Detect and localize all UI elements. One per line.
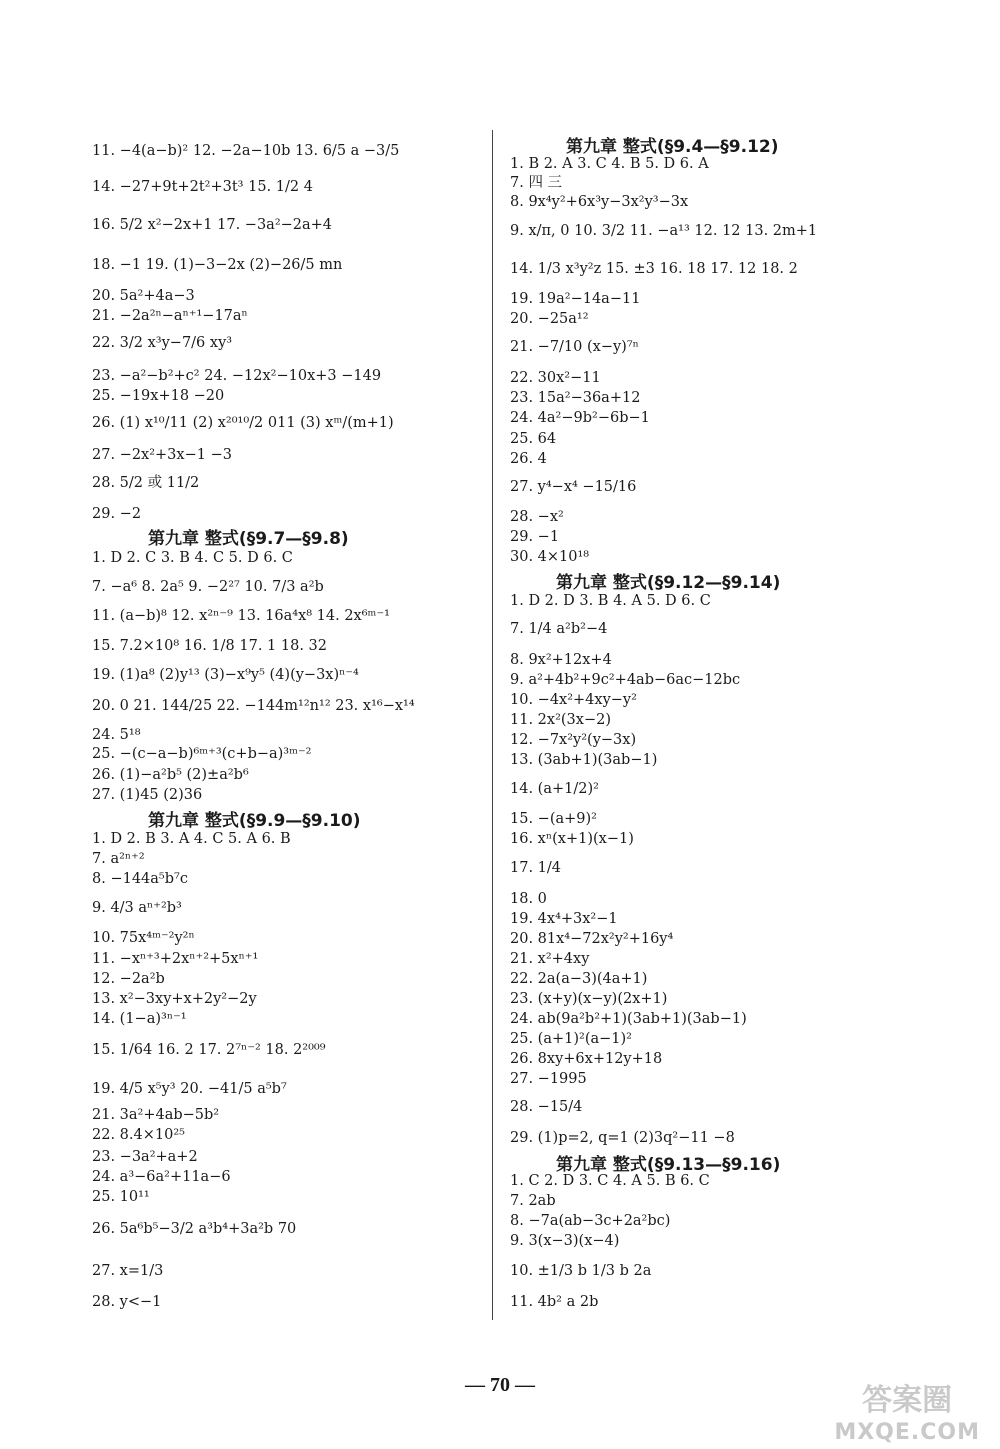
page-number: — 70 —	[465, 1374, 535, 1396]
answer-line: 19. 19a²−14a−11	[510, 291, 641, 307]
watermark-title: 答案圈	[862, 1383, 953, 1418]
answer-line: 26. 4	[510, 451, 547, 467]
answer-line: 12. −2a²b	[92, 971, 165, 987]
answer-line: 20. 5a²+4a−3	[92, 288, 195, 304]
answer-line: 28. −x²	[510, 509, 564, 525]
answer-line: 27. x=1/3	[92, 1263, 164, 1279]
answer-line: 16. 5/2 x²−2x+1 17. −3a²−2a+4	[92, 217, 333, 233]
column-divider	[492, 130, 493, 1320]
answer-line: 23. (x+y)(x−y)(2x+1)	[510, 991, 668, 1007]
answer-line: 11. 2x²(3x−2)	[510, 712, 611, 728]
answer-line: 13. x²−3xy+x+2y²−2y	[92, 991, 257, 1007]
answer-line: 1. C 2. D 3. C 4. A 5. B 6. C	[510, 1173, 710, 1189]
answer-line: 29. −2	[92, 506, 142, 522]
answer-line: 25. −19x+18 −20	[92, 388, 225, 404]
answer-line: 27. −2x²+3x−1 −3	[92, 447, 232, 463]
answer-line: 27. −1995	[510, 1071, 587, 1087]
answer-line: 22. 30x²−11	[510, 370, 601, 386]
answer-line: 10. 75x⁴ᵐ⁻²y²ⁿ	[92, 930, 195, 946]
answer-line: 27. y⁴−x⁴ −15/16	[510, 479, 637, 495]
answer-line: 21. −2a²ⁿ−aⁿ⁺¹−17aⁿ	[92, 308, 248, 324]
answer-line: 14. (1−a)³ⁿ⁻¹	[92, 1011, 187, 1027]
answer-line: 29. −1	[510, 529, 560, 545]
watermark-site: MXQE.COM	[834, 1420, 980, 1445]
answer-line: 1. D 2. C 3. B 4. C 5. D 6. C	[92, 550, 293, 566]
answer-line: 8. −144a⁵b⁷c	[92, 871, 188, 887]
answer-line: 29. (1)p=2, q=1 (2)3q²−11 −8	[510, 1130, 735, 1146]
answer-line: 7. 四 三	[510, 175, 563, 191]
answer-line: 24. ab(9a²b²+1)(3ab+1)(3ab−1)	[510, 1011, 747, 1027]
section-heading: 第九章 整式(§9.13—§9.16)	[556, 1155, 781, 1175]
answer-line: 15. 1/64 16. 2 17. 2⁷ⁿ⁻² 18. 2²⁰⁰⁹	[92, 1042, 326, 1058]
answer-line: 11. −4(a−b)² 12. −2a−10b 13. 6/5 a −3/5	[92, 143, 400, 159]
section-heading: 第九章 整式(§9.12—§9.14)	[556, 573, 781, 593]
answer-line: 23. −a²−b²+c² 24. −12x²−10x+3 −149	[92, 368, 382, 384]
answer-line: 9. 3(x−3)(x−4)	[510, 1233, 620, 1249]
answer-line: 8. 9x⁴y²+6x³y−3x²y³−3x	[510, 194, 689, 210]
watermark	[834, 1385, 980, 1449]
section-heading: 第九章 整式(§9.9—§9.10)	[148, 811, 361, 831]
answer-line: 12. −7x²y²(y−3x)	[510, 732, 637, 748]
answer-line: 22. 3/2 x³y−7/6 xy³	[92, 335, 233, 351]
answer-line: 1. D 2. D 3. B 4. A 5. D 6. C	[510, 593, 711, 609]
answer-line: 26. (1)−a²b⁵ (2)±a²b⁶	[92, 767, 249, 783]
answer-line: 10. −4x²+4xy−y²	[510, 692, 637, 708]
answer-line: 18. 0	[510, 891, 547, 907]
answer-line: 23. −3a²+a+2	[92, 1149, 198, 1165]
answer-line: 9. x/π, 0 10. 3/2 11. −a¹³ 12. 12 13. 2m+1	[510, 223, 818, 239]
answer-line: 14. −27+9t+2t²+3t³ 15. 1/2 4	[92, 179, 313, 195]
answer-line: 17. 1/4	[510, 860, 562, 876]
answer-line: 11. −xⁿ⁺³+2xⁿ⁺²+5xⁿ⁺¹	[92, 951, 259, 967]
answer-line: 21. 3a²+4ab−5b²	[92, 1107, 220, 1123]
answer-line: 14. 1/3 x³y²z 15. ±3 16. 18 17. 12 18. 2	[510, 261, 798, 277]
answer-line: 28. −15/4	[510, 1099, 583, 1115]
answer-line: 8. −7a(ab−3c+2a²bc)	[510, 1213, 671, 1229]
answer-line: 11. 4b² a 2b	[510, 1294, 599, 1310]
answer-line: 24. a³−6a²+11a−6	[92, 1169, 231, 1185]
answer-line: 9. 4/3 aⁿ⁺²b³	[92, 900, 182, 916]
answer-line: 25. −(c−a−b)⁶ᵐ⁺³(c+b−a)³ᵐ⁻²	[92, 746, 312, 762]
answer-line: 8. 9x²+12x+4	[510, 652, 612, 668]
answer-line: 24. 5¹⁸	[92, 727, 141, 743]
answer-line: 28. y<−1	[92, 1294, 162, 1310]
answer-line: 15. 7.2×10⁸ 16. 1/8 17. 1 18. 32	[92, 638, 327, 654]
answer-line: 23. 15a²−36a+12	[510, 390, 641, 406]
answer-line: 25. 64	[510, 431, 557, 447]
answer-line: 25. (a+1)²(a−1)²	[510, 1031, 632, 1047]
section-heading: 第九章 整式(§9.4—§9.12)	[566, 137, 779, 157]
answer-line: 21. −7/10 (x−y)⁷ⁿ	[510, 339, 639, 355]
answer-line: 20. 81x⁴−72x²y²+16y⁴	[510, 931, 674, 947]
answer-line: 20. 0 21. 144/25 22. −144m¹²n¹² 23. x¹⁶−x¹⁴	[92, 698, 415, 714]
answer-line: 1. D 2. B 3. A 4. C 5. A 6. B	[92, 831, 291, 847]
answer-line: 27. (1)45 (2)36	[92, 787, 203, 803]
answer-line: 30. 4×10¹⁸	[510, 549, 590, 565]
answer-line: 19. 4x⁴+3x²−1	[510, 911, 618, 927]
answer-line: 16. xⁿ(x+1)(x−1)	[510, 831, 634, 847]
answer-line: 21. x²+4xy	[510, 951, 590, 967]
answer-line: 22. 2a(a−3)(4a+1)	[510, 971, 648, 987]
answer-line: 19. (1)a⁸ (2)y¹³ (3)−x⁹y⁵ (4)(y−3x)ⁿ⁻⁴	[92, 667, 359, 683]
section-heading: 第九章 整式(§9.7—§9.8)	[148, 529, 349, 549]
answer-line: 1. B 2. A 3. C 4. B 5. D 6. A	[510, 156, 709, 172]
answer-line: 26. (1) x¹⁰/11 (2) x²⁰¹⁰/2 011 (3) xᵐ/(m+1)	[92, 415, 394, 431]
answer-line: 22. 8.4×10²⁵	[92, 1127, 185, 1143]
answer-line: 7. a²ⁿ⁺²	[92, 851, 145, 867]
answer-line: 13. (3ab+1)(3ab−1)	[510, 752, 658, 768]
answer-line: 26. 5a⁶b⁵−3/2 a³b⁴+3a²b 70	[92, 1221, 297, 1237]
answer-line: 26. 8xy+6x+12y+18	[510, 1051, 663, 1067]
answer-line: 9. a²+4b²+9c²+4ab−6ac−12bc	[510, 672, 741, 688]
answer-line: 10. ±1/3 b 1/3 b 2a	[510, 1263, 652, 1279]
answer-line: 7. 2ab	[510, 1193, 556, 1209]
answer-line: 11. (a−b)⁸ 12. x²ⁿ⁻⁹ 13. 16a⁴x⁸ 14. 2x⁶ᵐ⁻¹	[92, 608, 390, 624]
answer-line: 14. (a+1/2)²	[510, 781, 599, 797]
answer-line: 7. 1/4 a²b²−4	[510, 621, 608, 637]
answer-line: 28. 5/2 或 11/2	[92, 475, 200, 491]
answer-line: 7. −a⁶ 8. 2a⁵ 9. −2²⁷ 10. 7/3 a²b	[92, 579, 324, 595]
answer-line: 19. 4/5 x⁵y³ 20. −41/5 a⁵b⁷	[92, 1081, 287, 1097]
answer-line: 15. −(a+9)²	[510, 811, 597, 827]
answer-line: 18. −1 19. (1)−3−2x (2)−26/5 mn	[92, 257, 343, 273]
answer-line: 20. −25a¹²	[510, 311, 589, 327]
answer-line: 24. 4a²−9b²−6b−1	[510, 410, 650, 426]
answer-line: 25. 10¹¹	[92, 1189, 150, 1205]
